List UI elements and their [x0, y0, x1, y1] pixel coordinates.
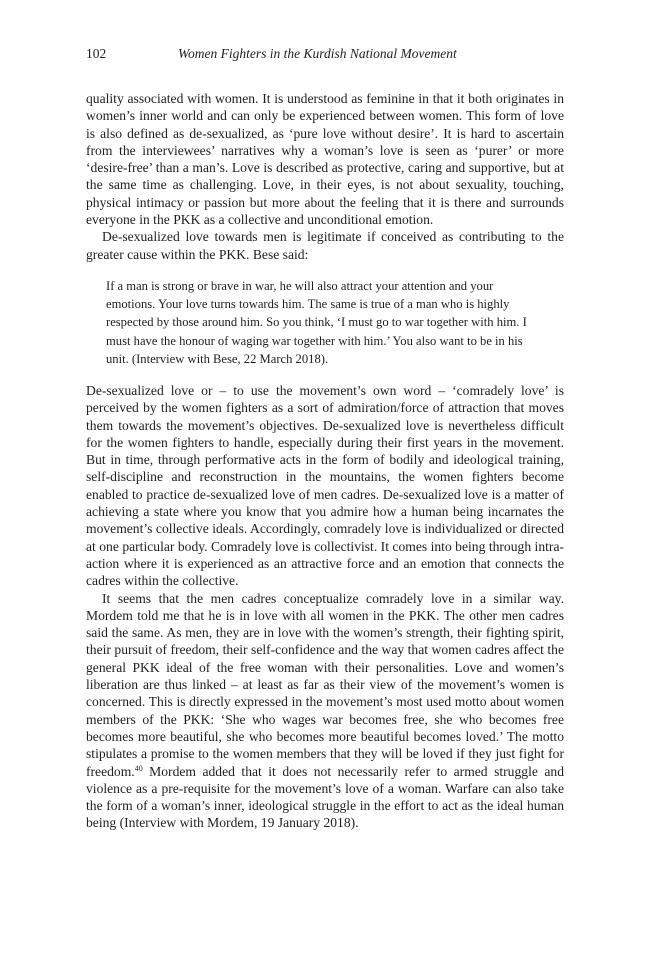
paragraph-4-text-cont: Mordem added that it does not necessarily refer to armed struggle and violence as a pre-requisite for the movement’s love of a woman. Warfare can also take the form of a woman’s inner, ideological struggle in the effort to act as the ideal human being (Interview with Mordem, 19 January 2018).	[86, 763, 564, 831]
paragraph-3: De-sexualized love or – to use the movement’s own word – ‘comradely love’ is perceived by the women fighters as a sort of admiration/force of attraction that moves them towards the movement’s objectives. De-sexualized love is nevertheless difficult for the women fighters to handle, especially during their first years in the movement. But in time, through performative acts in the form of bodily and ideological training, self-discipline and reconstruction in the mountains, the women fighters become enabled to practice de-sexualized love of men cadres. De-sexualized love is a matter of achieving a state where you know that you admire how a human being incarnates the movement’s collective ideals. Accordingly, comradely love is individualized or directed at one particular body. Comradely love is collectivist. It comes into being through intra-action where it is experienced as an attractive force and an emotion that connects the cadres within the collective.	[86, 382, 564, 589]
block-quote: If a man is strong or brave in war, he will also attract your attention and your emotions. Your love turns towards him. The same is true of a man who is highly respected by those around him. So you think, ‘I must go to war together with him. I must have the honour of waging war together with him.’ You also want to be in his unit. (Interview with Bese, 22 March 2018).	[106, 278, 527, 366]
paragraph-1: quality associated with women. It is understood as feminine in that it both originates in women’s inner world and can only be experienced between women. This form of love is also defined as de-sexualized, as ‘pure love without desire’. It is hard to ascertain from the interviewees’ narratives why a woman’s love is seen as ‘purer’ or more ‘desire-free’ than a man’s. Love is described as protective, caring and supportive, but at the same time as challenging. Love, in their eyes, is not about sexuality, touching, physical intimacy or passion but more about the feeling that it is there and surrounds everyone in the PKK as a collective and unconditional emotion.	[86, 91, 564, 228]
paragraph-4-text: It seems that the men cadres conceptualize comradely love in a similar way. Mordem told me that he is in love with all women in the PKK. The other men cadres said the same. As men, they are in love with the women’s strength, their fighting spirit, their pursuit of freedom, their self-confidence and the way that women cadres affect the general PKK ideal of the free woman with their personalities. Love and women’s liberation are thus linked – at least as far as their view of the movement’s women is concerned. This is directly expressed in the movement’s most used motto about women members of the PKK: ‘She who wages war becomes free, she who becomes free becomes more beautiful, she who becomes more beautiful becomes loved.’ The motto stipulates a promise to the women members that they will be loved if they just fight for freedom.	[86, 590, 564, 779]
running-title: Women Fighters in the Kurdish National Movement	[178, 46, 457, 61]
paragraph-2: De-sexualized love towards men is legitimate if conceived as contributing to the greater cause within the PKK. Bese said:	[86, 229, 564, 262]
body-text	[86, 90, 564, 832]
footnote-marker[interactable]: 40	[134, 763, 143, 773]
running-header	[86, 46, 564, 64]
page-number: 102	[86, 46, 107, 61]
paragraph-4	[86, 590, 564, 832]
